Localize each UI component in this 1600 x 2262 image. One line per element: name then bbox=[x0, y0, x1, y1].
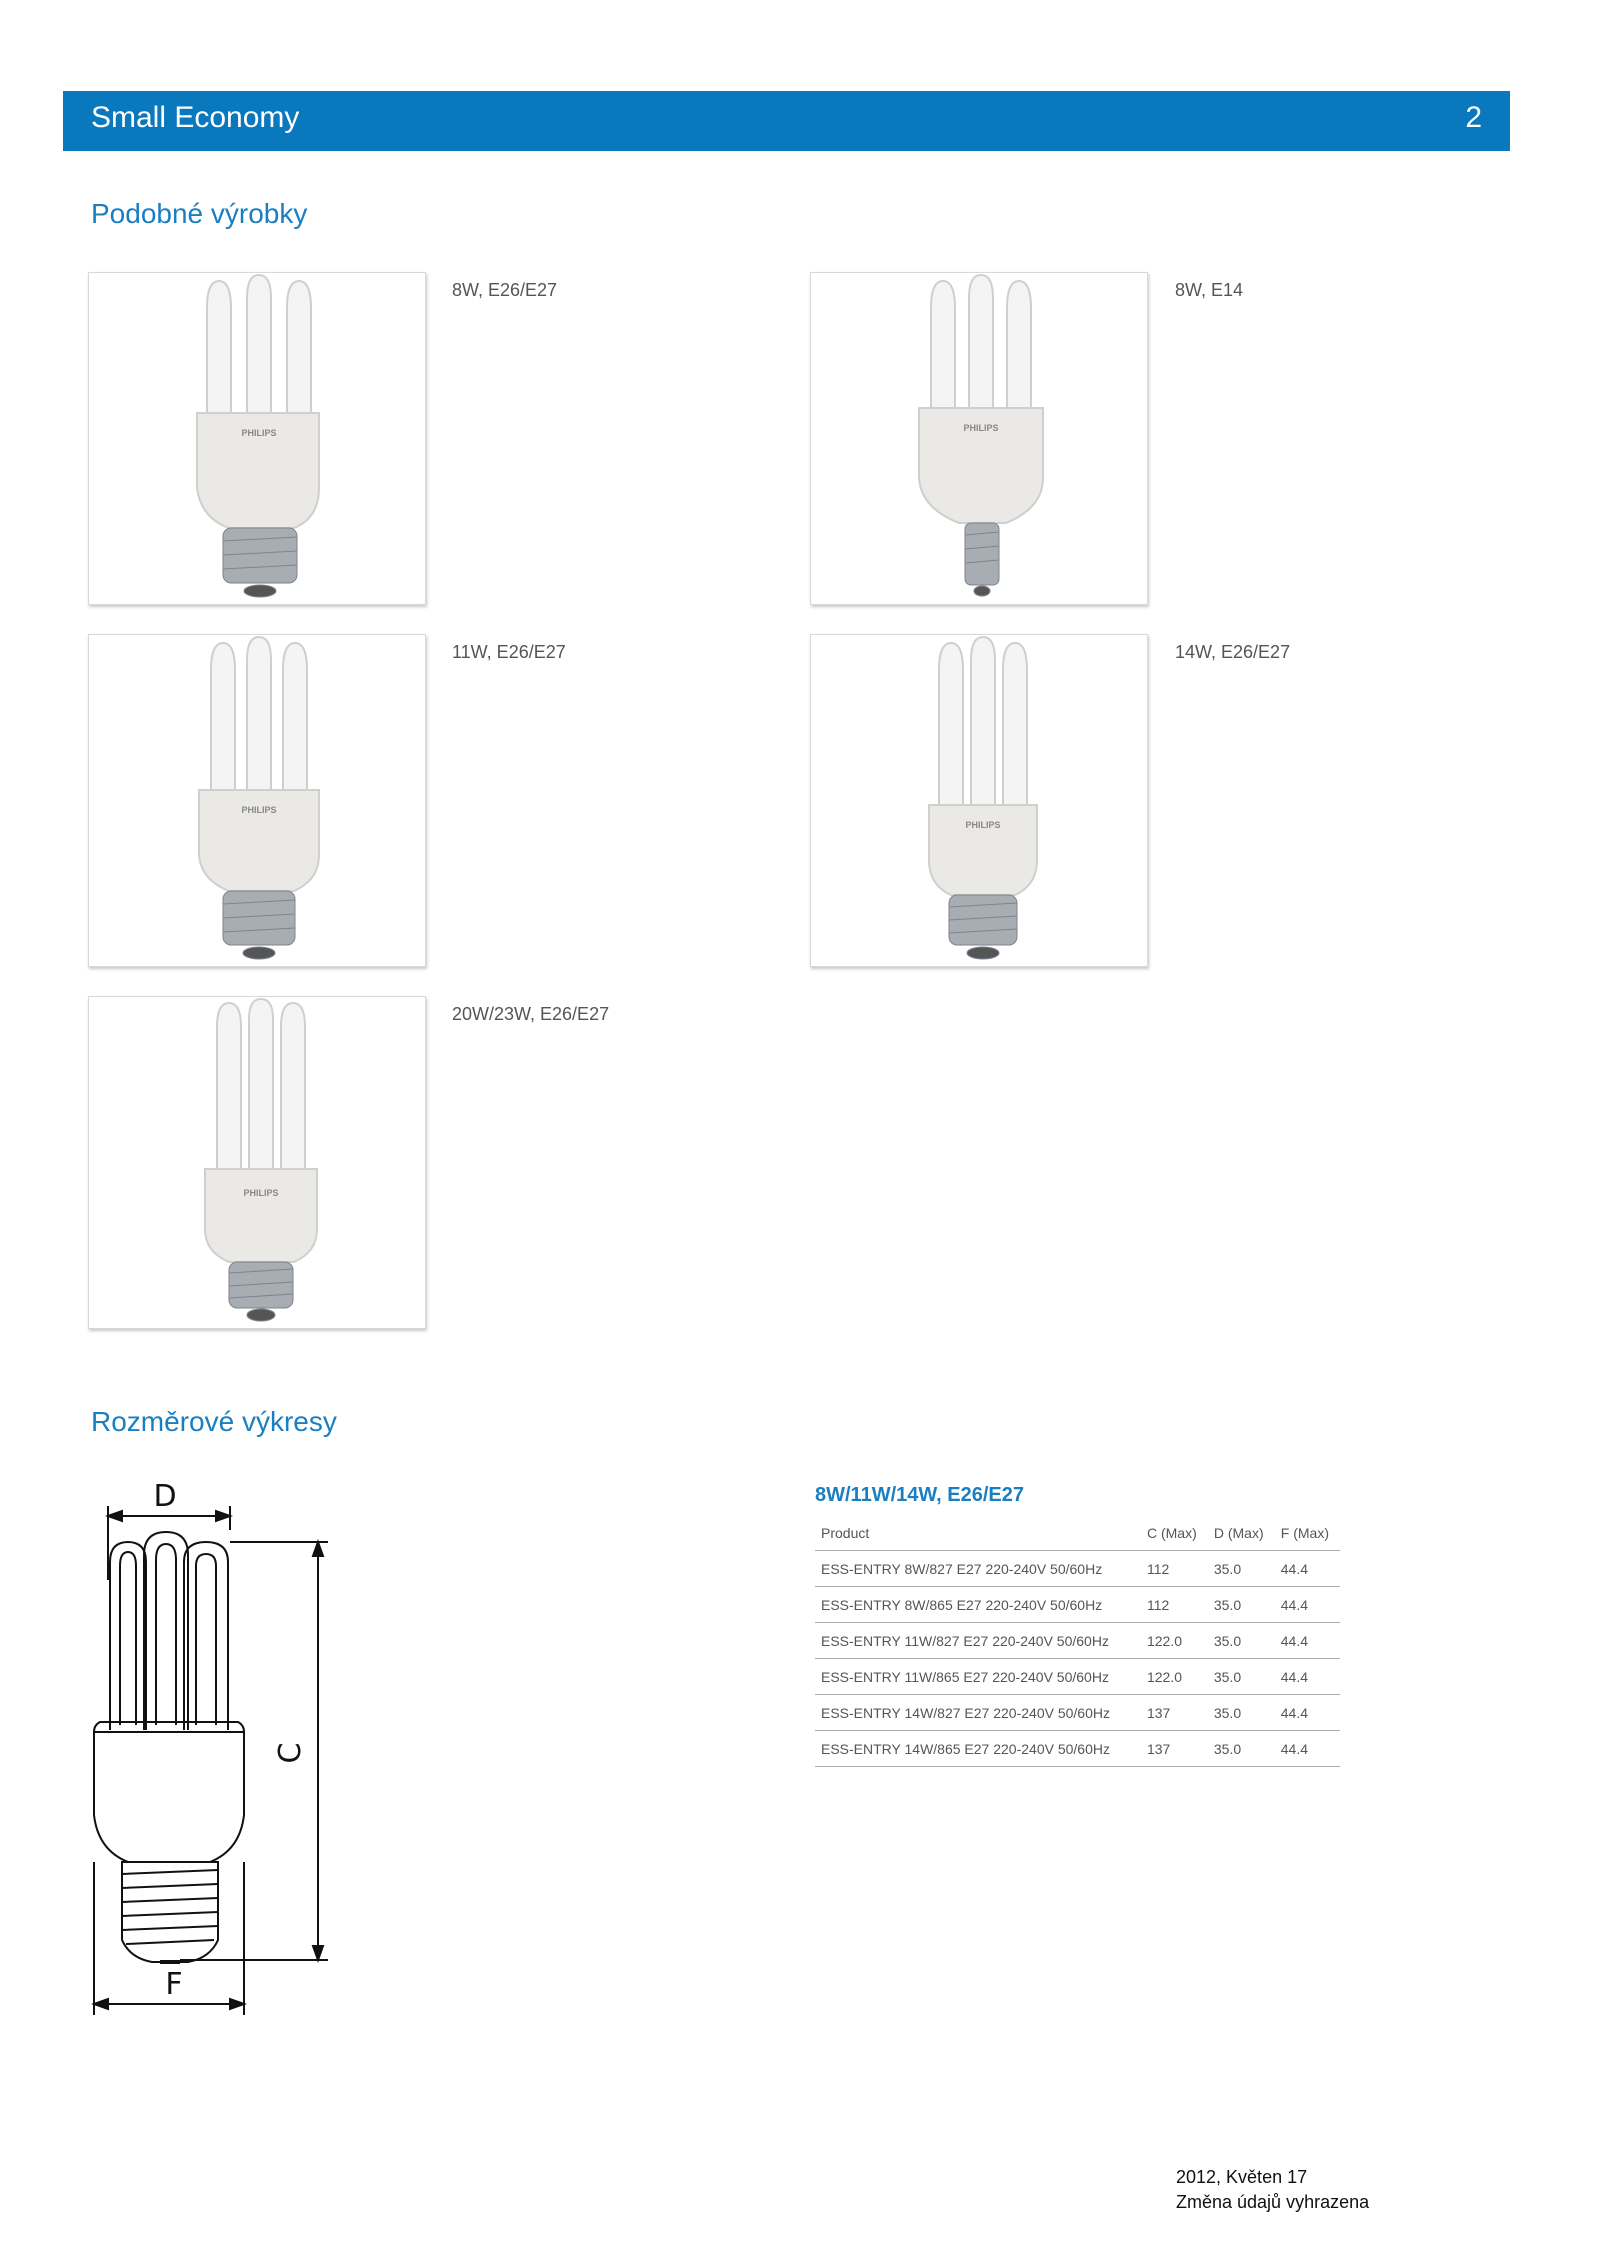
cell-d-max: 35.0 bbox=[1208, 1695, 1275, 1731]
spec-table bbox=[815, 1516, 1340, 1767]
dimension-label-c: C bbox=[273, 1742, 308, 1764]
cell-f-max: 44.4 bbox=[1275, 1623, 1340, 1659]
product-label-14w-e27: 14W, E26/E27 bbox=[1175, 642, 1291, 662]
product-label-11w-e27: 11W, E26/E27 bbox=[452, 642, 566, 662]
lamp-icon bbox=[197, 275, 319, 528]
svg-text:PHILIPS: PHILIPS bbox=[243, 1188, 279, 1198]
cell-c-max: 112 bbox=[1141, 1587, 1208, 1623]
cell-c-max: 122.0 bbox=[1141, 1659, 1208, 1695]
footer bbox=[1176, 2165, 1369, 2215]
column-header-product: Product bbox=[815, 1516, 1141, 1551]
table-row bbox=[815, 1659, 1340, 1695]
base-icon bbox=[223, 528, 297, 597]
product-label-8w-e27: 8W, E26/E27 bbox=[452, 280, 558, 300]
product-image-11w-e27 bbox=[88, 634, 426, 967]
cell-product: ESS-ENTRY 8W/827 E27 220-240V 50/60Hz bbox=[815, 1551, 1141, 1587]
product-image-8w-e14 bbox=[810, 272, 1148, 605]
cell-d-max: 35.0 bbox=[1208, 1587, 1275, 1623]
product-image-20w-23w-e27 bbox=[88, 996, 426, 1329]
cell-f-max: 44.4 bbox=[1275, 1731, 1340, 1767]
cell-d-max: 35.0 bbox=[1208, 1551, 1275, 1587]
svg-text:PHILIPS: PHILIPS bbox=[963, 423, 999, 433]
product-image-8w-e27 bbox=[88, 272, 426, 605]
cell-d-max: 35.0 bbox=[1208, 1731, 1275, 1767]
cell-c-max: 137 bbox=[1141, 1695, 1208, 1731]
column-header-f-max: F (Max) bbox=[1275, 1516, 1340, 1551]
svg-text:PHILIPS: PHILIPS bbox=[965, 820, 1001, 830]
spec-table-title: 8W/11W/14W, E26/E27 bbox=[815, 1484, 1024, 1506]
cell-product: ESS-ENTRY 11W/865 E27 220-240V 50/60Hz bbox=[815, 1659, 1141, 1695]
footer-note: Změna údajů vyhrazena bbox=[1176, 2192, 1370, 2212]
table-row bbox=[815, 1623, 1340, 1659]
table-row bbox=[815, 1587, 1340, 1623]
table-row bbox=[815, 1731, 1340, 1767]
cell-product: ESS-ENTRY 8W/865 E27 220-240V 50/60Hz bbox=[815, 1587, 1141, 1623]
page-number: 2 bbox=[1465, 101, 1482, 134]
cell-f-max: 44.4 bbox=[1275, 1551, 1340, 1587]
dimension-label-d: D bbox=[153, 1479, 177, 1514]
brand-label: PHILIPS bbox=[241, 428, 277, 438]
product-label-20w-23w-e27: 20W/23W, E26/E27 bbox=[452, 1004, 610, 1024]
table-row bbox=[815, 1695, 1340, 1731]
cell-c-max: 122.0 bbox=[1141, 1623, 1208, 1659]
dimension-drawings-title: Rozměrové výkresy bbox=[91, 1406, 337, 1437]
dimension-drawing bbox=[60, 1470, 360, 2030]
cell-c-max: 112 bbox=[1141, 1551, 1208, 1587]
dimension-label-f: F bbox=[165, 1967, 183, 2002]
product-label-8w-e14: 8W, E14 bbox=[1175, 280, 1244, 300]
cell-f-max: 44.4 bbox=[1275, 1587, 1340, 1623]
footer-date: 2012, Květen 17 bbox=[1176, 2167, 1308, 2187]
header-bar bbox=[63, 91, 1510, 151]
column-header-c-max: C (Max) bbox=[1141, 1516, 1208, 1551]
svg-text:PHILIPS: PHILIPS bbox=[241, 805, 277, 815]
table-header-row bbox=[815, 1516, 1340, 1551]
similar-products-title: Podobné výrobky bbox=[91, 198, 308, 229]
cell-product: ESS-ENTRY 11W/827 E27 220-240V 50/60Hz bbox=[815, 1623, 1141, 1659]
cell-product: ESS-ENTRY 14W/827 E27 220-240V 50/60Hz bbox=[815, 1695, 1141, 1731]
cell-product: ESS-ENTRY 14W/865 E27 220-240V 50/60Hz bbox=[815, 1731, 1141, 1767]
table-row bbox=[815, 1551, 1340, 1587]
cell-d-max: 35.0 bbox=[1208, 1623, 1275, 1659]
cell-f-max: 44.4 bbox=[1275, 1695, 1340, 1731]
column-header-d-max: D (Max) bbox=[1208, 1516, 1275, 1551]
cell-d-max: 35.0 bbox=[1208, 1659, 1275, 1695]
product-image-14w-e27 bbox=[810, 634, 1148, 967]
cell-f-max: 44.4 bbox=[1275, 1659, 1340, 1695]
cell-c-max: 137 bbox=[1141, 1731, 1208, 1767]
document-title: Small Economy bbox=[91, 101, 300, 134]
